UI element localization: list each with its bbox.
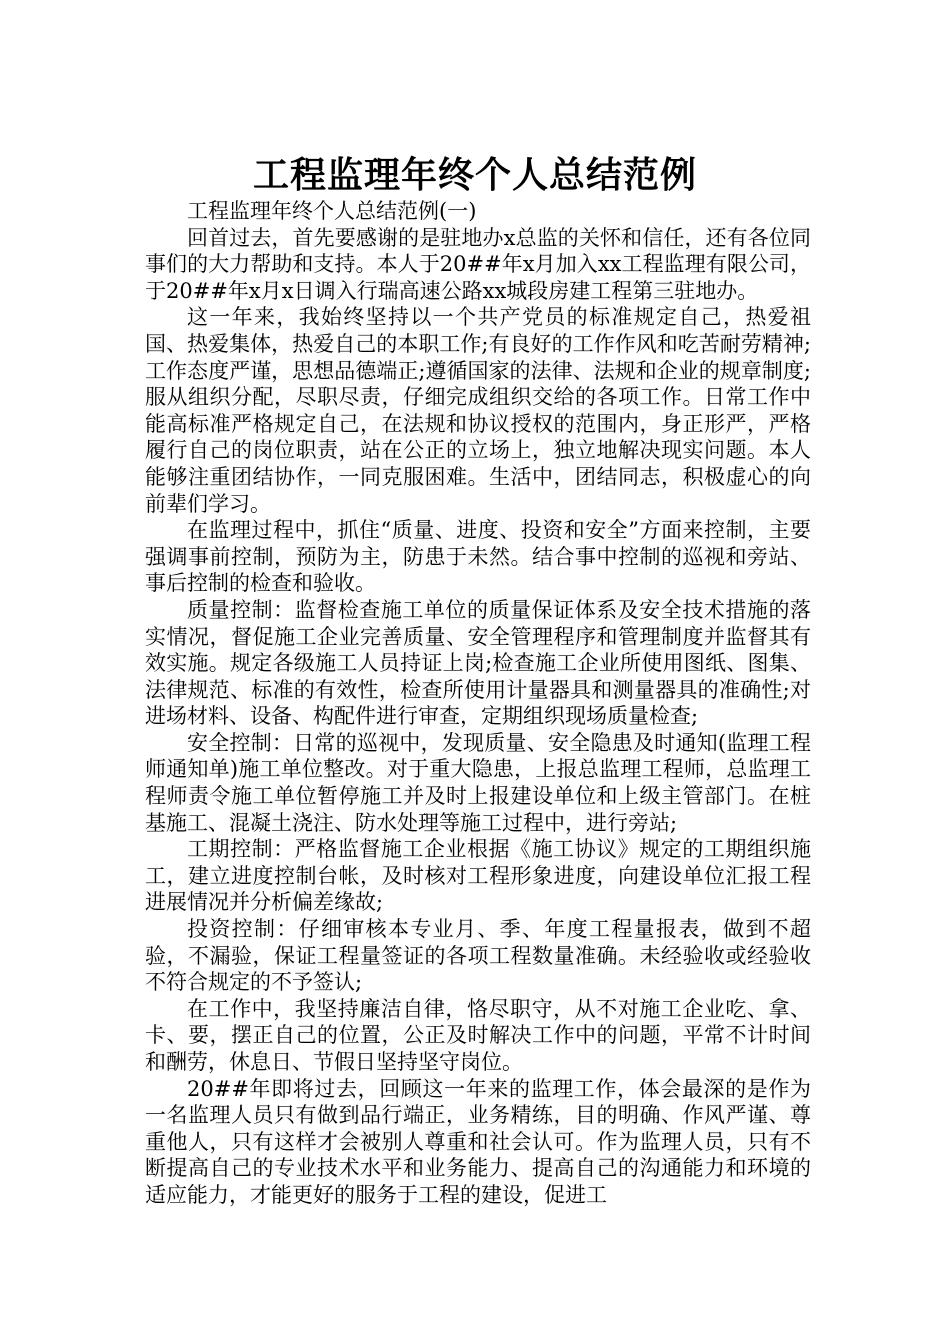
paragraph-investment-control: 投资控制：仔细审核本专业月、季、年度工程量报表，做到不超验，不漏验，保证工程量签证的各项工程数量准确。未经验收或经验收不符合规定的不予签认; (145, 917, 811, 995)
paragraph-safety-control: 安全控制：日常的巡视中，发现质量、安全隐患及时通知(监理工程师通知单)施工单位整改。对于重大隐患，上报总监理工程师，总监理工程师责令施工单位暂停施工并及时上报建设单位和上级主管部门。在桩基施工、混凝土浇注、防水处理等施工过程中，进行旁站; (145, 730, 811, 835)
paragraph-attitude: 这一年来，我始终坚持以一个共产党员的标准规定自己，热爱祖国、热爱集体，热爱自己的本职工作;有良好的工作作风和吃苦耐劳精神;工作态度严谨，思想品德端正;遵循国家的法律、法规和企业的规章制度;服从组织分配，尽职尽责，仔细完成组织交给的各项工作。日常工作中能高标准严格规定自己，在法规和协议授权的范围内，身正形严，严格履行自己的岗位职责，站在公正的立场上，独立地解决现实问题。本人能够注重团结协作，一同克服困难。生活中，团结同志，积极虚心的向前辈们学习。 (145, 305, 811, 516)
document-body (145, 198, 811, 1209)
paragraph-intro: 回首过去，首先要感谢的是驻地办x总监的关怀和信任，还有各位同事们的大力帮助和支持。本人于20##年x月加入xx工程监理有限公司，于20##年x月x日调入行瑞高速公路xx城段房建工程第三驻地办。 (145, 225, 811, 303)
paragraph-integrity: 在工作中，我坚持廉洁自律，恪尽职守，从不对施工企业吃、拿、卡、要，摆正自己的位置，公正及时解决工作中的问题，平常不计时间和酬劳，休息日、节假日坚持坚守岗位。 (145, 996, 811, 1074)
paragraph-schedule-control: 工期控制：严格监督施工企业根据《施工协议》规定的工期组织施工，建立进度控制台帐，及时核对工程形象进度，向建设单位汇报工程进展情况并分析偏差缘故; (145, 837, 811, 915)
paragraph-reflection: 20##年即将过去，回顾这一年来的监理工作，体会最深的是作为一名监理人员只有做到品行端正，业务精练，目的明确、作风严谨、尊重他人，只有这样才会被别人尊重和社会认可。作为监理人员，只有不断提高自己的专业技术水平和业务能力、提高自己的沟通能力和环境的适应能力，才能更好的服务于工程的建设，促进工 (145, 1076, 811, 1207)
paragraph-quality-control: 质量控制：监督检查施工单位的质量保证体系及安全技术措施的落实情况，督促施工企业完善质量、安全管理程序和管理制度并监督其有效实施。规定各级施工人员持证上岗;检查施工企业所使用图纸、图集、法律规范、标准的有效性，检查所使用计量器具和测量器具的准确性;对进场材料、设备、构配件进行审查，定期组织现场质量检查; (145, 597, 811, 729)
paragraph-control-overview: 在监理过程中，抓住“质量、进度、投资和安全”方面来控制，主要强调事前控制，预防为主，防患于未然。结合事中控制的巡视和旁站、事后控制的检查和验收。 (145, 518, 811, 596)
paragraph-subtitle: 工程监理年终个人总结范例(一) (187, 199, 477, 223)
document-title: 工程监理年终个人总结范例 (252, 155, 697, 197)
